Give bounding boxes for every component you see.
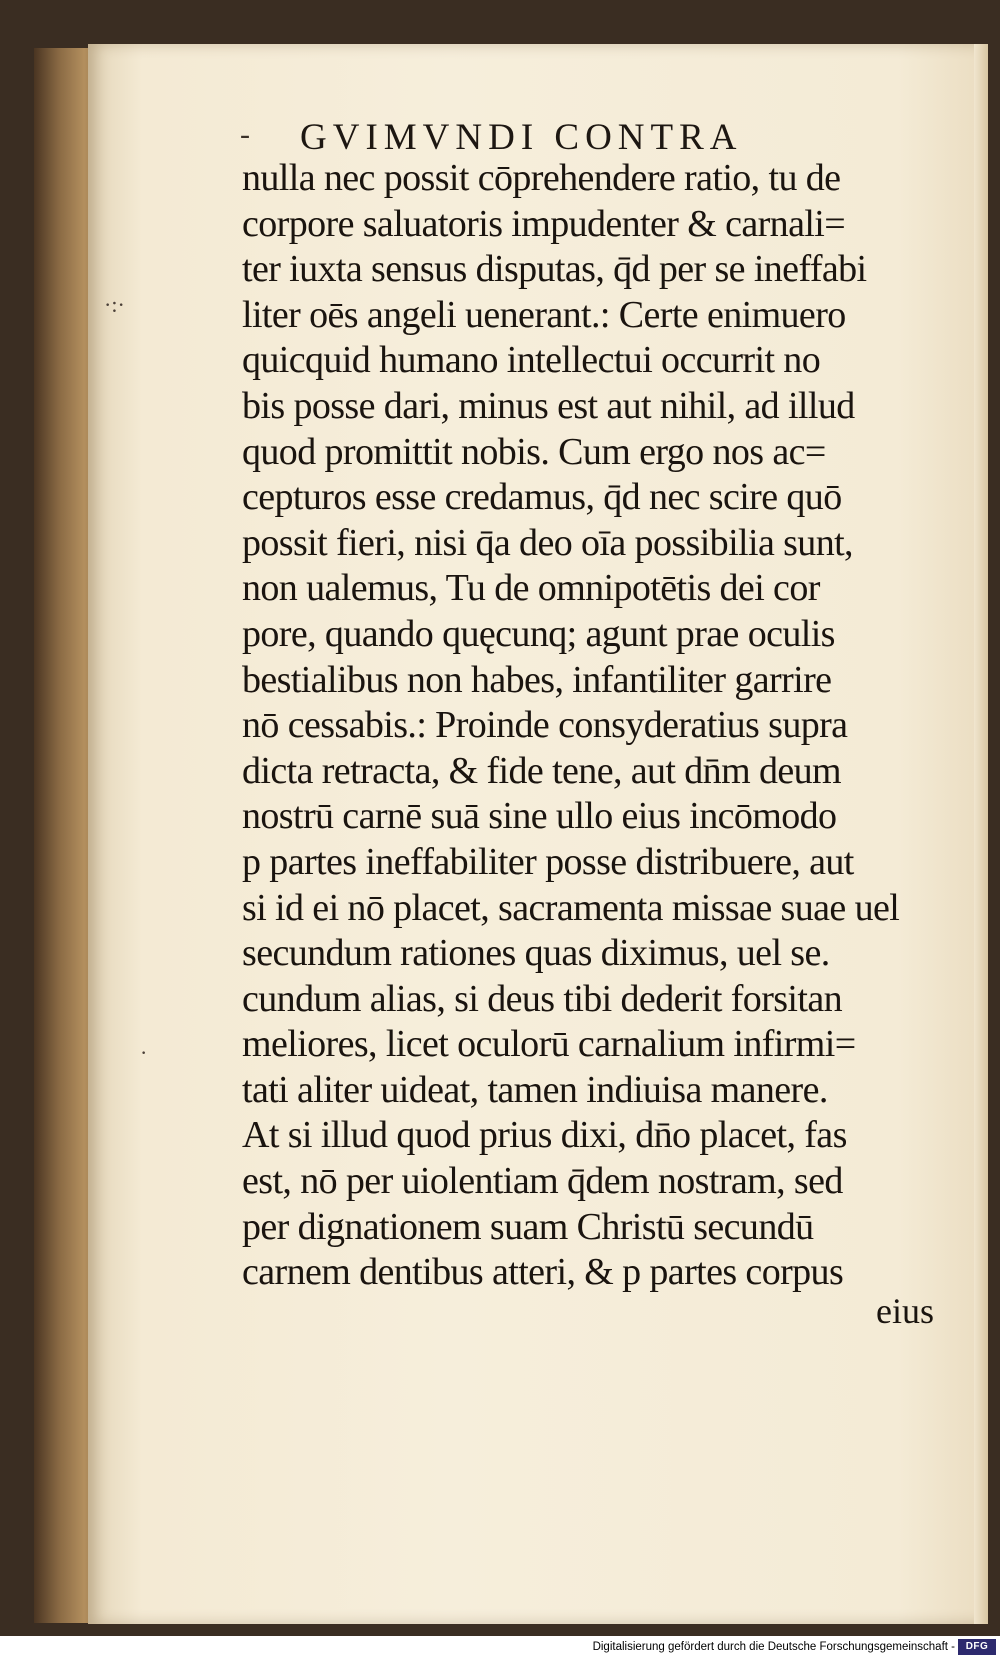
- text-line: dicta retracta, & fide tene, aut dn̄m deum: [242, 749, 841, 792]
- text-line: ter iuxta sensus disputas, q̄d per se ineffabi: [242, 248, 867, 291]
- text-line: liter oēs angeli uenerant.: Certe enimuero: [242, 293, 846, 336]
- page-fore-edge: [974, 44, 988, 1624]
- text-line: p partes ineffabiliter posse distribuere, aut: [242, 840, 854, 883]
- footer-credit: Digitalisierung gefördert durch die Deutsche Forschungsgemeinschaft -: [592, 1641, 955, 1653]
- text-line: cepturos esse credamus, q̄d nec scire quō: [242, 476, 842, 519]
- text-line: nō cessabis.: Proinde consyderatius supra: [242, 704, 848, 747]
- text-line: est, nō per uiolentiam q̄dem nostram, sed: [242, 1160, 843, 1203]
- text-line: non ualemus, Tu de omnipotētis dei cor: [242, 567, 820, 610]
- running-head: GVIMVNDI CONTRA: [300, 117, 743, 158]
- footer-bar: [0, 1636, 1000, 1660]
- text-line: si id ei nō placet, sacramenta missae suae uel: [242, 886, 900, 929]
- text-line: bis posse dari, minus est aut nihil, ad illud: [242, 384, 855, 427]
- text-line: At si illud quod prius dixi, dn̄o placet, fas: [242, 1114, 847, 1157]
- text-line: quod promittit nobis. Cum ergo nos ac=: [242, 430, 826, 473]
- catchword: eius: [876, 1291, 934, 1331]
- text-line: secundum rationes quas diximus, uel se.: [242, 932, 830, 975]
- text-line: cundum alias, si deus tibi dederit forsitan: [242, 977, 843, 1020]
- margin-mark: ·:·: [104, 292, 125, 317]
- text-line: nostrū carnē suā sine ullo eius incōmodo: [242, 795, 837, 838]
- text-block: [242, 156, 972, 1296]
- text-line: possit fieri, nisi q̄a deo oīa possibilia sunt,: [242, 521, 853, 564]
- text-line: per dignationem suam Christū secundū: [242, 1205, 814, 1248]
- text-line: corpore saluatoris impudenter & carnali=: [242, 202, 846, 245]
- text-line: meliores, licet oculorū carnalium infirmi=: [242, 1023, 856, 1066]
- text-line: nulla nec possit cōprehendere ratio, tu de: [242, 157, 841, 199]
- text-line: carnem dentibus atteri, & p partes corpus: [242, 1251, 844, 1294]
- text-line: quicquid humano intellectui occurrit no: [242, 339, 821, 382]
- dfg-logo: DFG: [958, 1639, 996, 1655]
- text-line: bestialibus non habes, infantiliter garrire: [242, 658, 832, 701]
- text-line: tati aliter uideat, tamen indiuisa manere.: [242, 1068, 828, 1111]
- margin-mark: ·: [140, 1040, 148, 1065]
- text-line: pore, quando quęcunq; agunt prae oculis: [242, 612, 835, 655]
- header-mark: -: [240, 118, 250, 151]
